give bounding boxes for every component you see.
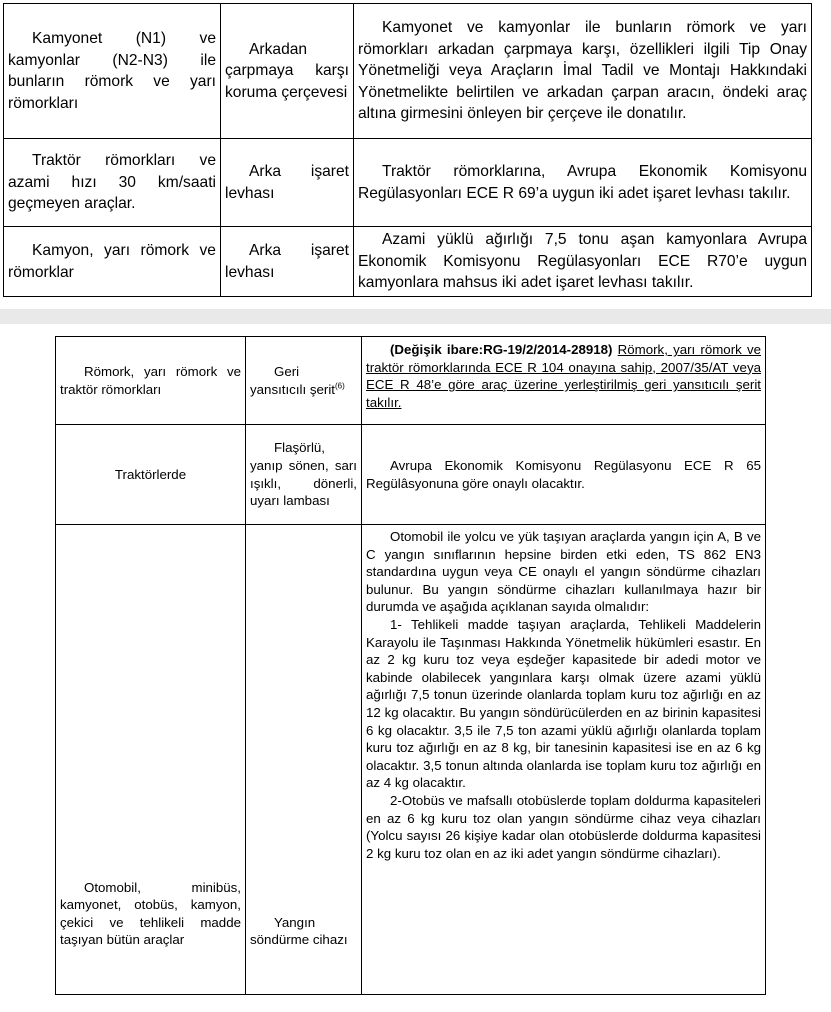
- equipment-cell: Arka işaret levhası: [221, 139, 354, 227]
- table-row: [4, 227, 812, 297]
- equipment-cell: [246, 337, 362, 425]
- regulation-table-bottom: [55, 336, 766, 995]
- description-cell: Azami yüklü ağırlığı 7,5 tonu aşan kamyonlara Avrupa Ekonomik Komisyonu Regülasyonları ECE R70’e uygun kamyonlara mahsus iki adet işaret levhası takılır.: [354, 227, 812, 297]
- equipment-cell: Yangın söndürme cihazı: [246, 525, 362, 995]
- regulation-table-top: [3, 3, 812, 297]
- description-cell: [362, 525, 766, 995]
- amended-text: Römork, yarı römork ve traktör römorklarında ECE R 104 onayına sahip, 2007/35/AT veya ECE R 48’e göre araç üzerine yerleştirilmiş geri yansıtıcılı şerit takılır.: [366, 342, 761, 410]
- vehicle-cell: Römork, yarı römork ve traktör römorkları: [56, 337, 246, 425]
- vehicle-cell: Kamyonet (N1) ve kamyonlar (N2-N3) ile bunların römork ve yarı römorkları: [4, 4, 221, 139]
- vehicle-cell: Kamyon, yarı römork ve römorklar: [4, 227, 221, 297]
- description-cell: Avrupa Ekonomik Komisyonu Regülasyonu ECE R 65 Regülâsyonuna göre onaylı olacaktır.: [362, 425, 766, 525]
- fire-extinguisher-item-1: 1- Tehlikeli madde taşıyan araçlarda, Tehlikeli Maddelerin Karayolu ile Taşınması Hakkında Yönetmelik hükümleri esastır. En az 2 kg kuru toz veya eşdeğer kapasitede bir adedi motor ve kabinde olabilecek yangınlara karşı olmak üzere azami yüklü ağırlığı 7,5 tonun üzerinde olanlarda toplam kuru toz ağırlığı en az 12 kg olacaktır. Bu yangın söndürücülerden en az birinin kapasitesi 6 kg olacaktır. 3,5 ile 7,5 ton azami yüklü ağırlığı olanlarda toplam kuru toz ağırlığı en az 8 kg, bir tanesinin kapasitesi ise en az 6 kg olacaktır. 3,5 tonun altında olanlarda ise toplam kuru toz ağırlığı en az 4 kg olacaktır.: [366, 616, 761, 791]
- fire-extinguisher-item-2: 2-Otobüs ve mafsallı otobüslerde toplam doldurma kapasiteleri en az 6 kg kuru toz olan yangın söndürme cihaz veya cihazları (Yolcu sayısı 26 kişiye kadar olan otobüslerde doldurma kapasitesi 2 kg kuru toz olan en az iki adet yangın söndürme cihazları).: [366, 792, 761, 861]
- table-row: [4, 4, 812, 139]
- equipment-cell: Arkadan çarpmaya karşı koruma çerçevesi: [221, 4, 354, 139]
- fire-extinguisher-intro: Otomobil ile yolcu ve yük taşıyan araçlarda yangın için A, B ve C yangın sınıflarının hepsine birden etki eden, TS 862 EN3 standardına uygun veya CE onaylı el yangın söndürme cihazları bulunur. Bu yangın söndürme cihazları kullanılmaya hazır bir durumda ve aşağıda açıklanan sayıda olmalıdır:: [366, 529, 761, 615]
- table-row: [4, 139, 812, 227]
- equipment-cell: Arka işaret levhası: [221, 227, 354, 297]
- table-row: [56, 525, 766, 995]
- footnote-marker: (6): [334, 381, 345, 391]
- table-row: [56, 425, 766, 525]
- amendment-note: (Değişik ibare:RG-19/2/2014-28918): [390, 342, 613, 357]
- vehicle-cell: Traktör römorkları ve azami hızı 30 km/saati geçmeyen araçlar.: [4, 139, 221, 227]
- equipment-label: Geri yansıtıcılı şerit: [250, 363, 335, 397]
- vehicle-cell: Otomobil, minibüs, kamyonet, otobüs, kamyon, çekici ve tehlikeli madde taşıyan bütün araçlar: [56, 525, 246, 995]
- vehicle-cell: Traktörlerde: [56, 425, 246, 525]
- equipment-cell: Flaşörlü, yanıp sönen, sarı ışıklı, dönerli, uyarı lambası: [246, 425, 362, 525]
- page-separator: [0, 309, 831, 324]
- table-row: [56, 337, 766, 425]
- description-cell: Traktör römorklarına, Avrupa Ekonomik Komisyonu Regülasyonları ECE R 69’a uygun iki adet işaret levhası takılır.: [354, 139, 812, 227]
- description-cell: [362, 337, 766, 425]
- description-cell: Kamyonet ve kamyonlar ile bunların römork ve yarı römorkları arkadan çarpmaya karşı, özellikleri ilgili Tip Onay Yönetmeliği veya Araçların İmal Tadil ve Montajı Hakkındaki Yönetmelikte belirtilen ve arkadan çarpan aracın, öndeki araç altına girmesini önleyen bir çerçeve ile donatılır.: [354, 4, 812, 139]
